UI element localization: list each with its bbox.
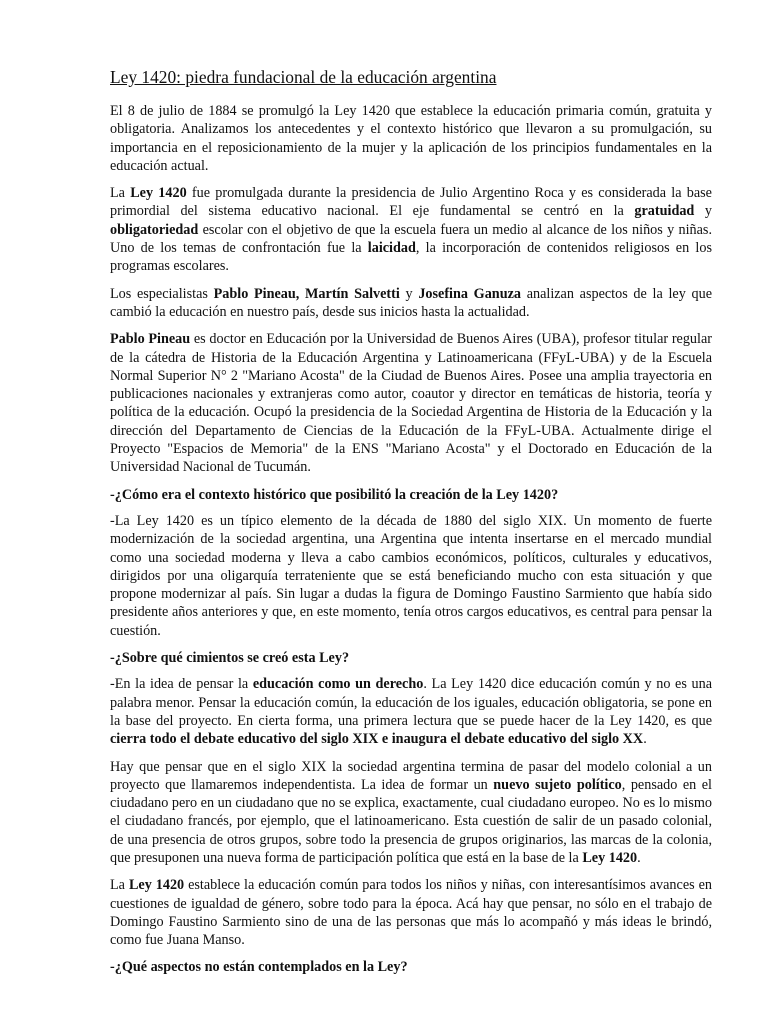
- text-run: fue promulgada durante la presidencia de Julio Argentino Roca y es considerada la base primordial del sistema educativo nacional. El eje fundamental se centró en la: [110, 185, 712, 220]
- text-run: -¿Cómo era el contexto histórico que posibilitó la creación de la Ley 1420?: [110, 486, 559, 503]
- paragraph: [110, 675, 712, 748]
- paragraph: [110, 512, 712, 640]
- bold-text: obligatoriedad: [110, 221, 199, 238]
- text-run: -¿Sobre qué cimientos se creó esta Ley?: [110, 650, 350, 667]
- text-run: establece la educación común para todos los niños y niñas, con interesantísimos avances en cuestiones de igualdad de género, sobre todo para la época. Acá hay que pensar, no sólo en el trabajo de Domingo Faustino Sarmiento sino de una de las personas que más lo acompañó y más ideas le brindó, como fue Juana Manso.: [110, 877, 712, 949]
- paragraph: [110, 876, 712, 949]
- bold-text: Pablo Pineau: [110, 331, 191, 348]
- paragraph: [110, 102, 712, 175]
- text-run: escolar con el objetivo de que la escuela fuera un medio al alcance de los niños y niñas. Uno de los temas de confrontación fue la: [110, 221, 712, 257]
- document-title: Ley 1420: piedra fundacional de la educación argentina: [110, 67, 497, 87]
- text-run: .: [637, 849, 641, 866]
- paragraph: [110, 184, 712, 275]
- text-run: .: [643, 731, 647, 748]
- question-heading: [110, 486, 712, 504]
- bold-text: nuevo sujeto político: [493, 776, 622, 793]
- text-run: Hay que pensar que en el siglo XIX la sociedad argentina termina de pasar del modelo colonial a un proyecto que llamaremos independentista. La idea de formar un: [110, 758, 712, 793]
- question-heading: [110, 958, 712, 976]
- text-run: es doctor en Educación por la Universidad de Buenos Aires (UBA), profesor titular regular de la cátedra de Historia de la Educación Argentina y Latinoamericana (FFyL-UBA) y de la Escuela Normal Superior N° 2 "Mariano Acosta" de la Ciudad de Buenos Aires. Posee una amplia trayectoria en publicaciones nacionales y extranjeras como autor, coautor y director en temáticas de historia, teoría y política de la educación. Ocupó la presidencia de la Sociedad Argentina de Historia de la Educación y la dirección del Departamento de Ciencias de la Educación de la FFyL-UBA. Actualmente dirige el Proyecto "Espacios de Memoria" de la ENS "Mariano Acosta" y el Doctorado en Educación de la Universidad Nacional de Tucumán.: [110, 331, 712, 476]
- bold-text: cierra todo el debate educativo del siglo XIX e inaugura el debate educativo del siglo XX: [110, 731, 644, 748]
- text-run: -La Ley 1420 es un típico elemento de la década de 1880 del siglo XIX. Un momento de fuerte modernización de la sociedad argentina, una Argentina que intenta insertarse en el mercado mundial como una sociedad moderna y lleva a cabo cambios económicos, políticos, culturales y educativos, dirigidos por una oligarquía terrateniente que se está beneficiando mucho con esta situación y que propone modernizar al país. Sin lugar a dudas la figura de Domingo Faustino Sarmiento que había sido presidente años anteriores y que, en este momento, tenía otros cargos educativos, es central para pensar la cuestión.: [110, 512, 712, 639]
- text-run: , la incorporación de contenidos religiosos en los programas escolares.: [110, 240, 712, 275]
- text-run: , pensado en el ciudadano pero en un ciudadano que no se explica, exactamente, cual ciudadano europeo. No es lo mismo el ciudadano francés, por ejemplo, que el latinoamericano. Esta cuestión de salir de un pasado colonial, de una presencia de otros grupos, sobre todo la presencia de grupos originarios, las marcas de la colonia, que presuponen una nueva forma de participación política que está en la base de la: [110, 776, 712, 866]
- text-run: -En la idea de pensar la: [110, 676, 253, 693]
- text-run: La: [110, 877, 129, 894]
- text-run: . La Ley 1420 dice educación común y no es una palabra menor. Pensar la educación común, la educación de los iguales, educación obligatoria, se pone en la base del proyecto. En cierta forma, una primera lectura que se puede hacer de la Ley 1420, es que: [110, 676, 712, 729]
- text-run: -¿Qué aspectos no están contemplados en la Ley?: [110, 959, 408, 976]
- bold-text: Ley 1420: [130, 185, 187, 202]
- paragraph: [110, 330, 712, 476]
- bold-text: laicidad: [367, 240, 416, 257]
- text-run: y: [694, 203, 712, 220]
- text-run: analizan aspectos de la ley que cambió la educación en nuestro país, desde sus inicios hasta la actualidad.: [110, 285, 712, 320]
- paragraph: [110, 285, 712, 322]
- document-body: [110, 102, 712, 977]
- bold-text: Ley 1420: [582, 849, 638, 866]
- text-run: Los especialistas: [110, 285, 214, 302]
- bold-text: Pablo Pineau, Martín Salvetti: [213, 285, 400, 302]
- question-heading: [110, 649, 712, 667]
- paragraph: [110, 758, 712, 868]
- text-run: El 8 de julio de 1884 se promulgó la Ley 1420 que establece la educación primaria común, gratuita y obligatoria. Analizamos los antecedentes y el contexto histórico que llevaron a su promulgación, su importancia en el reposicionamiento de la mujer y la aplicación de los principios fundamentales en la educación actual.: [110, 103, 712, 174]
- bold-text: gratuidad: [634, 203, 695, 220]
- bold-text: Ley 1420: [128, 877, 185, 894]
- bold-text: Josefina Ganuza: [418, 285, 521, 302]
- text-run: y: [399, 285, 419, 302]
- text-run: La: [110, 185, 131, 202]
- bold-text: educación como un derecho: [252, 676, 424, 693]
